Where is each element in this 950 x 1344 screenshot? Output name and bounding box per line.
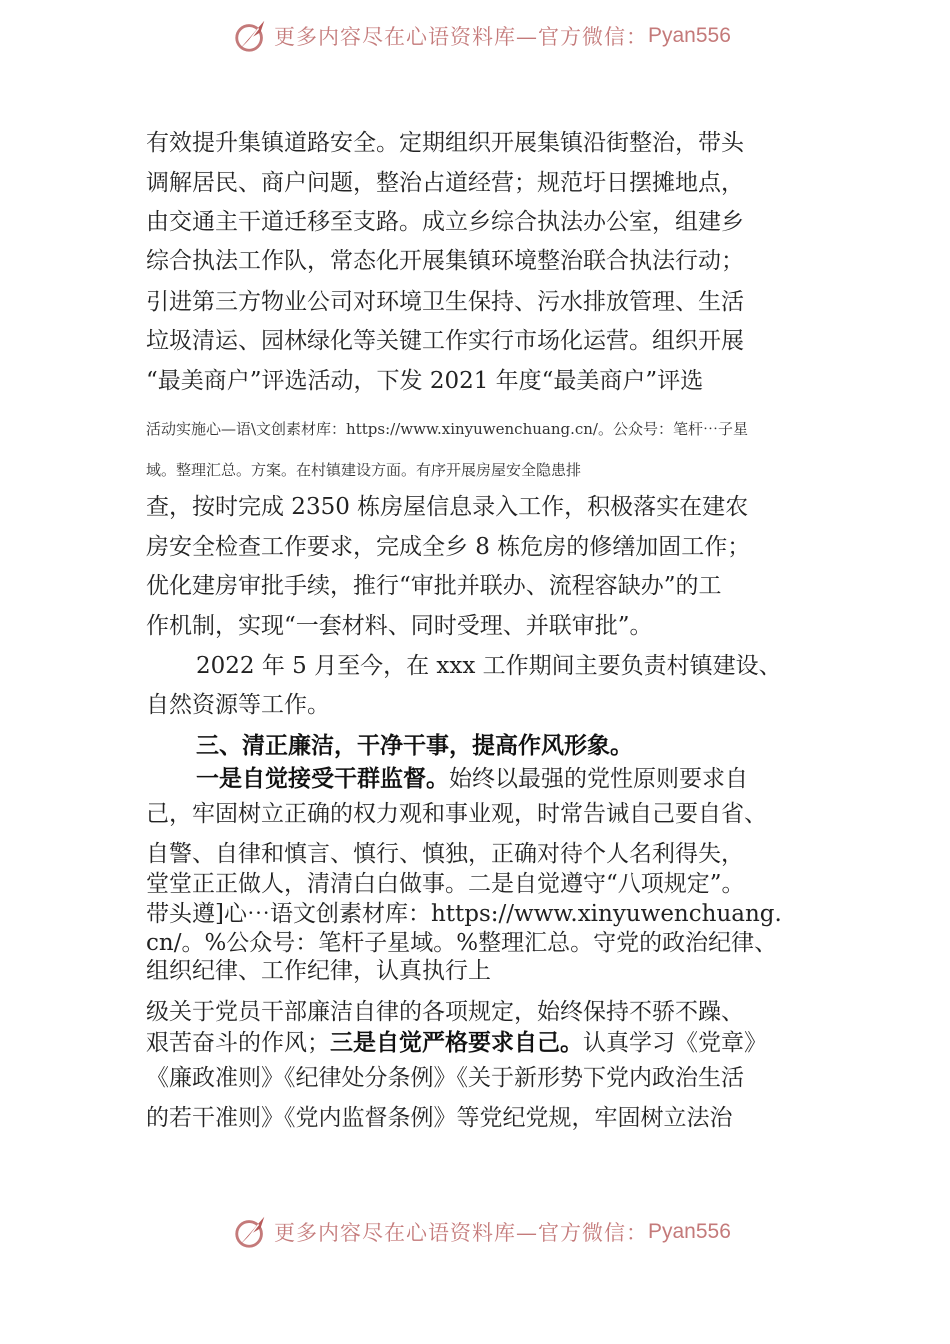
quill-logo-icon — [232, 17, 270, 55]
section-heading: 三、清正廉洁，干净干事，提高作风形象。 — [196, 733, 633, 759]
text-line: 综合执法工作队，常态化开展集镇环境整治联合执法行动； — [146, 248, 744, 274]
text-line: 己，牢固树立正确的权力观和事业观，时常告诫自己要自省、 — [146, 801, 767, 827]
banner-wechat-id: Pyan556 — [648, 24, 731, 47]
text-line: 房安全检查工作要求，完成全乡 8 栋危房的修缮加固工作； — [146, 534, 751, 560]
text-line: 引进第三方物业公司对环境卫生保持、污水排放管理、生活 — [146, 289, 744, 315]
text-line: 有效提升集镇道路安全。定期组织开展集镇沿街整治，带头 — [146, 130, 744, 156]
text-line — [196, 760, 748, 793]
text-line: 由交通主干道迁移至支路。成立乡综合执法办公室，组建乡 — [146, 209, 744, 235]
text-line: 级关于党员干部廉洁自律的各项规定，始终保持不骄不躁、 — [146, 999, 744, 1025]
text-line: 垃圾清运、园林绿化等关键工作实行市场化运营。组织开展 — [146, 328, 744, 354]
text-line: 自然资源等工作。 — [146, 692, 330, 718]
text-line: 带头遵]心⋯语文创素材库：https://www.xinyuwenchuang. — [146, 901, 782, 927]
quill-logo-icon — [232, 1213, 270, 1251]
text-line: 《廉政准则》《纪律处分条例》《关于新形势下党内政治生活 — [146, 1065, 744, 1091]
text-line: cn/。%公众号：笔杆子星域。%整理汇总。守党的政治纪律、 — [146, 930, 778, 956]
text-line: 组织纪律、工作纪律，认真执行上 — [146, 958, 491, 984]
text-line: “最美商户”评选活动，下发 2021 年度“最美商户”评选 — [146, 368, 704, 394]
text-line — [146, 1024, 767, 1057]
text-line: 查，按时完成 2350 栋房屋信息录入工作，积极落实在建农 — [146, 494, 749, 520]
text-line-small: 域。整理汇总。方案。在村镇建设方面。有序开展房屋安全隐患排 — [146, 461, 582, 479]
text-line: 堂堂正正做人，清清白白做事。二是自觉遵守“八项规定”。 — [146, 871, 745, 897]
text-segment: 认真学习《党章》 — [583, 1030, 767, 1056]
text-line-small: 活动实施心—语\文创素材库：https://www.xinyuwenchuang.cn/。公众号：笔杆⋯子星 — [146, 420, 748, 438]
footer-watermark-banner — [0, 1210, 950, 1254]
text-line: 调解居民、商户问题，整治占道经营；规范圩日摆摊地点， — [146, 170, 744, 196]
text-segment: 始终以最强的党性原则要求自 — [449, 766, 748, 792]
text-line: 作机制，实现“一套材料、同时受理、并联审批”。 — [146, 613, 653, 639]
banner-wechat-id: Pyan556 — [648, 1220, 731, 1243]
bold-lead-3: 三是自觉严格要求自己。 — [330, 1030, 583, 1056]
header-watermark-banner — [0, 14, 950, 58]
text-line: 的若干准则》《党内监督条例》等党纪党规，牢固树立法治 — [146, 1105, 733, 1131]
banner-text: 更多内容尽在心语资料库—官方微信： — [274, 25, 648, 49]
text-line: 优化建房审批手续，推行“审批并联办、流程容缺办”的工 — [146, 573, 722, 599]
text-line: 2022 年 5 月至今，在 xxx 工作期间主要负责村镇建设、 — [196, 653, 782, 679]
banner-text: 更多内容尽在心语资料库—官方微信： — [274, 1221, 648, 1245]
bold-lead-1: 一是自觉接受干群监督。 — [196, 766, 449, 792]
text-segment: 艰苦奋斗的作风； — [146, 1030, 330, 1056]
text-line: 自警、自律和慎言、慎行、慎独，正确对待个人名利得失， — [146, 841, 744, 867]
